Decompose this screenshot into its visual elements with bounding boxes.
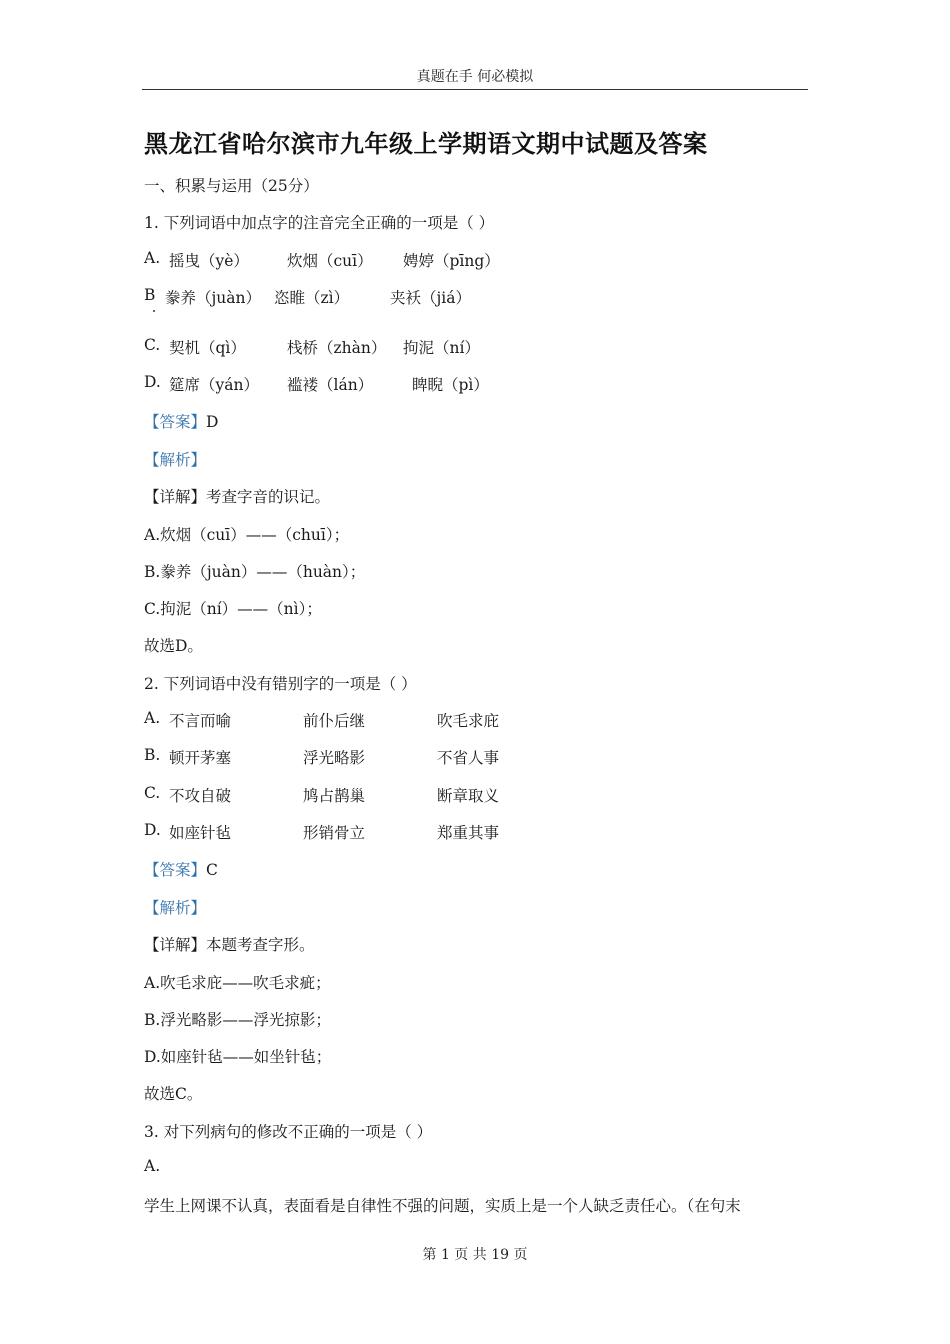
answer-tag: 【答案】 xyxy=(144,413,207,431)
option-label: D. xyxy=(144,373,161,391)
option-item: 浮光略影 xyxy=(303,749,366,767)
q2-analysis-tag: 【解析】 xyxy=(144,899,207,917)
header-rule xyxy=(142,89,808,90)
answer-tag: 【答案】 xyxy=(144,861,207,879)
q3-stem: 3. 对下列病句的修改不正确的一项是（ ） xyxy=(144,1123,433,1141)
q2-explanation: B.浮光略影——浮光掠影； xyxy=(144,1011,331,1029)
option-item: 娉婷（pīng） xyxy=(403,252,500,270)
option-label: D. xyxy=(144,821,161,839)
option-item: 摇曳（yè） xyxy=(169,252,249,270)
option-item: 不省人事 xyxy=(437,749,500,767)
q2-explanation: D.如座针毡——如坐针毡； xyxy=(144,1048,332,1066)
q2-answer xyxy=(144,858,218,880)
option-item: 形销骨立 xyxy=(303,824,366,842)
q1-explanation: B.豢养（juàn）——（huàn）； xyxy=(144,563,366,581)
q1-explanation: C.拘泥（ní）——（nì）； xyxy=(144,600,322,618)
q1-explanation: A.炊烟（cuī）——（chuī）； xyxy=(144,526,350,544)
option-item: 拘泥（ní） xyxy=(403,339,480,357)
option-item: 前仆后继 xyxy=(303,712,366,730)
option-item: 吹毛求庇 xyxy=(437,712,500,730)
document-title: 黑龙江省哈尔滨市九年级上学期语文期中试题及答案 xyxy=(144,129,708,158)
option-item: 郑重其事 xyxy=(437,824,500,842)
option-label: C. xyxy=(144,784,161,802)
option-label: A. xyxy=(144,249,161,267)
option-item: 不攻自破 xyxy=(169,787,232,805)
option-label: B. xyxy=(144,746,161,764)
option-item: 炊烟（cuī） xyxy=(287,252,373,270)
option-item: 睥睨（pì） xyxy=(412,376,489,394)
answer-value: D xyxy=(206,413,219,431)
option-item: 褴褛（lán） xyxy=(287,376,374,394)
page-footer: 第 1 页 共 19 页 xyxy=(422,1247,528,1263)
page-header: 真题在手 何必模拟 xyxy=(416,69,534,85)
q3-option-a-label: A. xyxy=(144,1157,161,1175)
q2-conclusion: 故选C。 xyxy=(144,1085,203,1103)
option-item: 鸠占鹊巢 xyxy=(303,787,366,805)
option-item: 豢养（juàn） xyxy=(165,289,262,307)
option-item: 恣睢（zì） xyxy=(274,289,350,307)
option-item: 不言而喻 xyxy=(169,712,232,730)
option-item: 筵席（yán） xyxy=(169,376,259,394)
option-item: 顿开茅塞 xyxy=(169,749,232,767)
q1-analysis-tag: 【解析】 xyxy=(144,451,207,469)
option-item: 栈桥（zhàn） xyxy=(287,339,387,357)
q2-stem: 2. 下列词语中没有错别字的一项是（ ） xyxy=(144,675,417,693)
option-item: 夹袄（jiá） xyxy=(390,289,472,307)
option-label: C. xyxy=(144,336,161,354)
option-label: A. xyxy=(144,709,161,727)
emphasis-dot xyxy=(153,310,155,312)
q1-stem: 1. 下列词语中加点字的注音完全正确的一项是（ ） xyxy=(144,214,495,232)
q2-detail: 【详解】本题考查字形。 xyxy=(144,936,315,954)
q3-option-a-text: 学生上网课不认真，表面看是自律性不强的问题，实质上是一个人缺乏责任心。（在句末 xyxy=(144,1197,741,1215)
option-item: 断章取义 xyxy=(437,787,500,805)
q1-answer xyxy=(144,410,218,432)
q2-explanation: A.吹毛求庇——吹毛求疵； xyxy=(144,974,331,992)
q1-conclusion: 故选D。 xyxy=(144,637,203,655)
section-heading: 一、积累与运用（25分） xyxy=(144,177,319,195)
option-item: 如座针毡 xyxy=(169,824,232,842)
answer-value: C xyxy=(206,861,218,879)
option-label: B xyxy=(144,286,156,304)
q1-detail: 【详解】考查字音的识记。 xyxy=(144,488,331,506)
option-item: 契机（qì） xyxy=(169,339,246,357)
